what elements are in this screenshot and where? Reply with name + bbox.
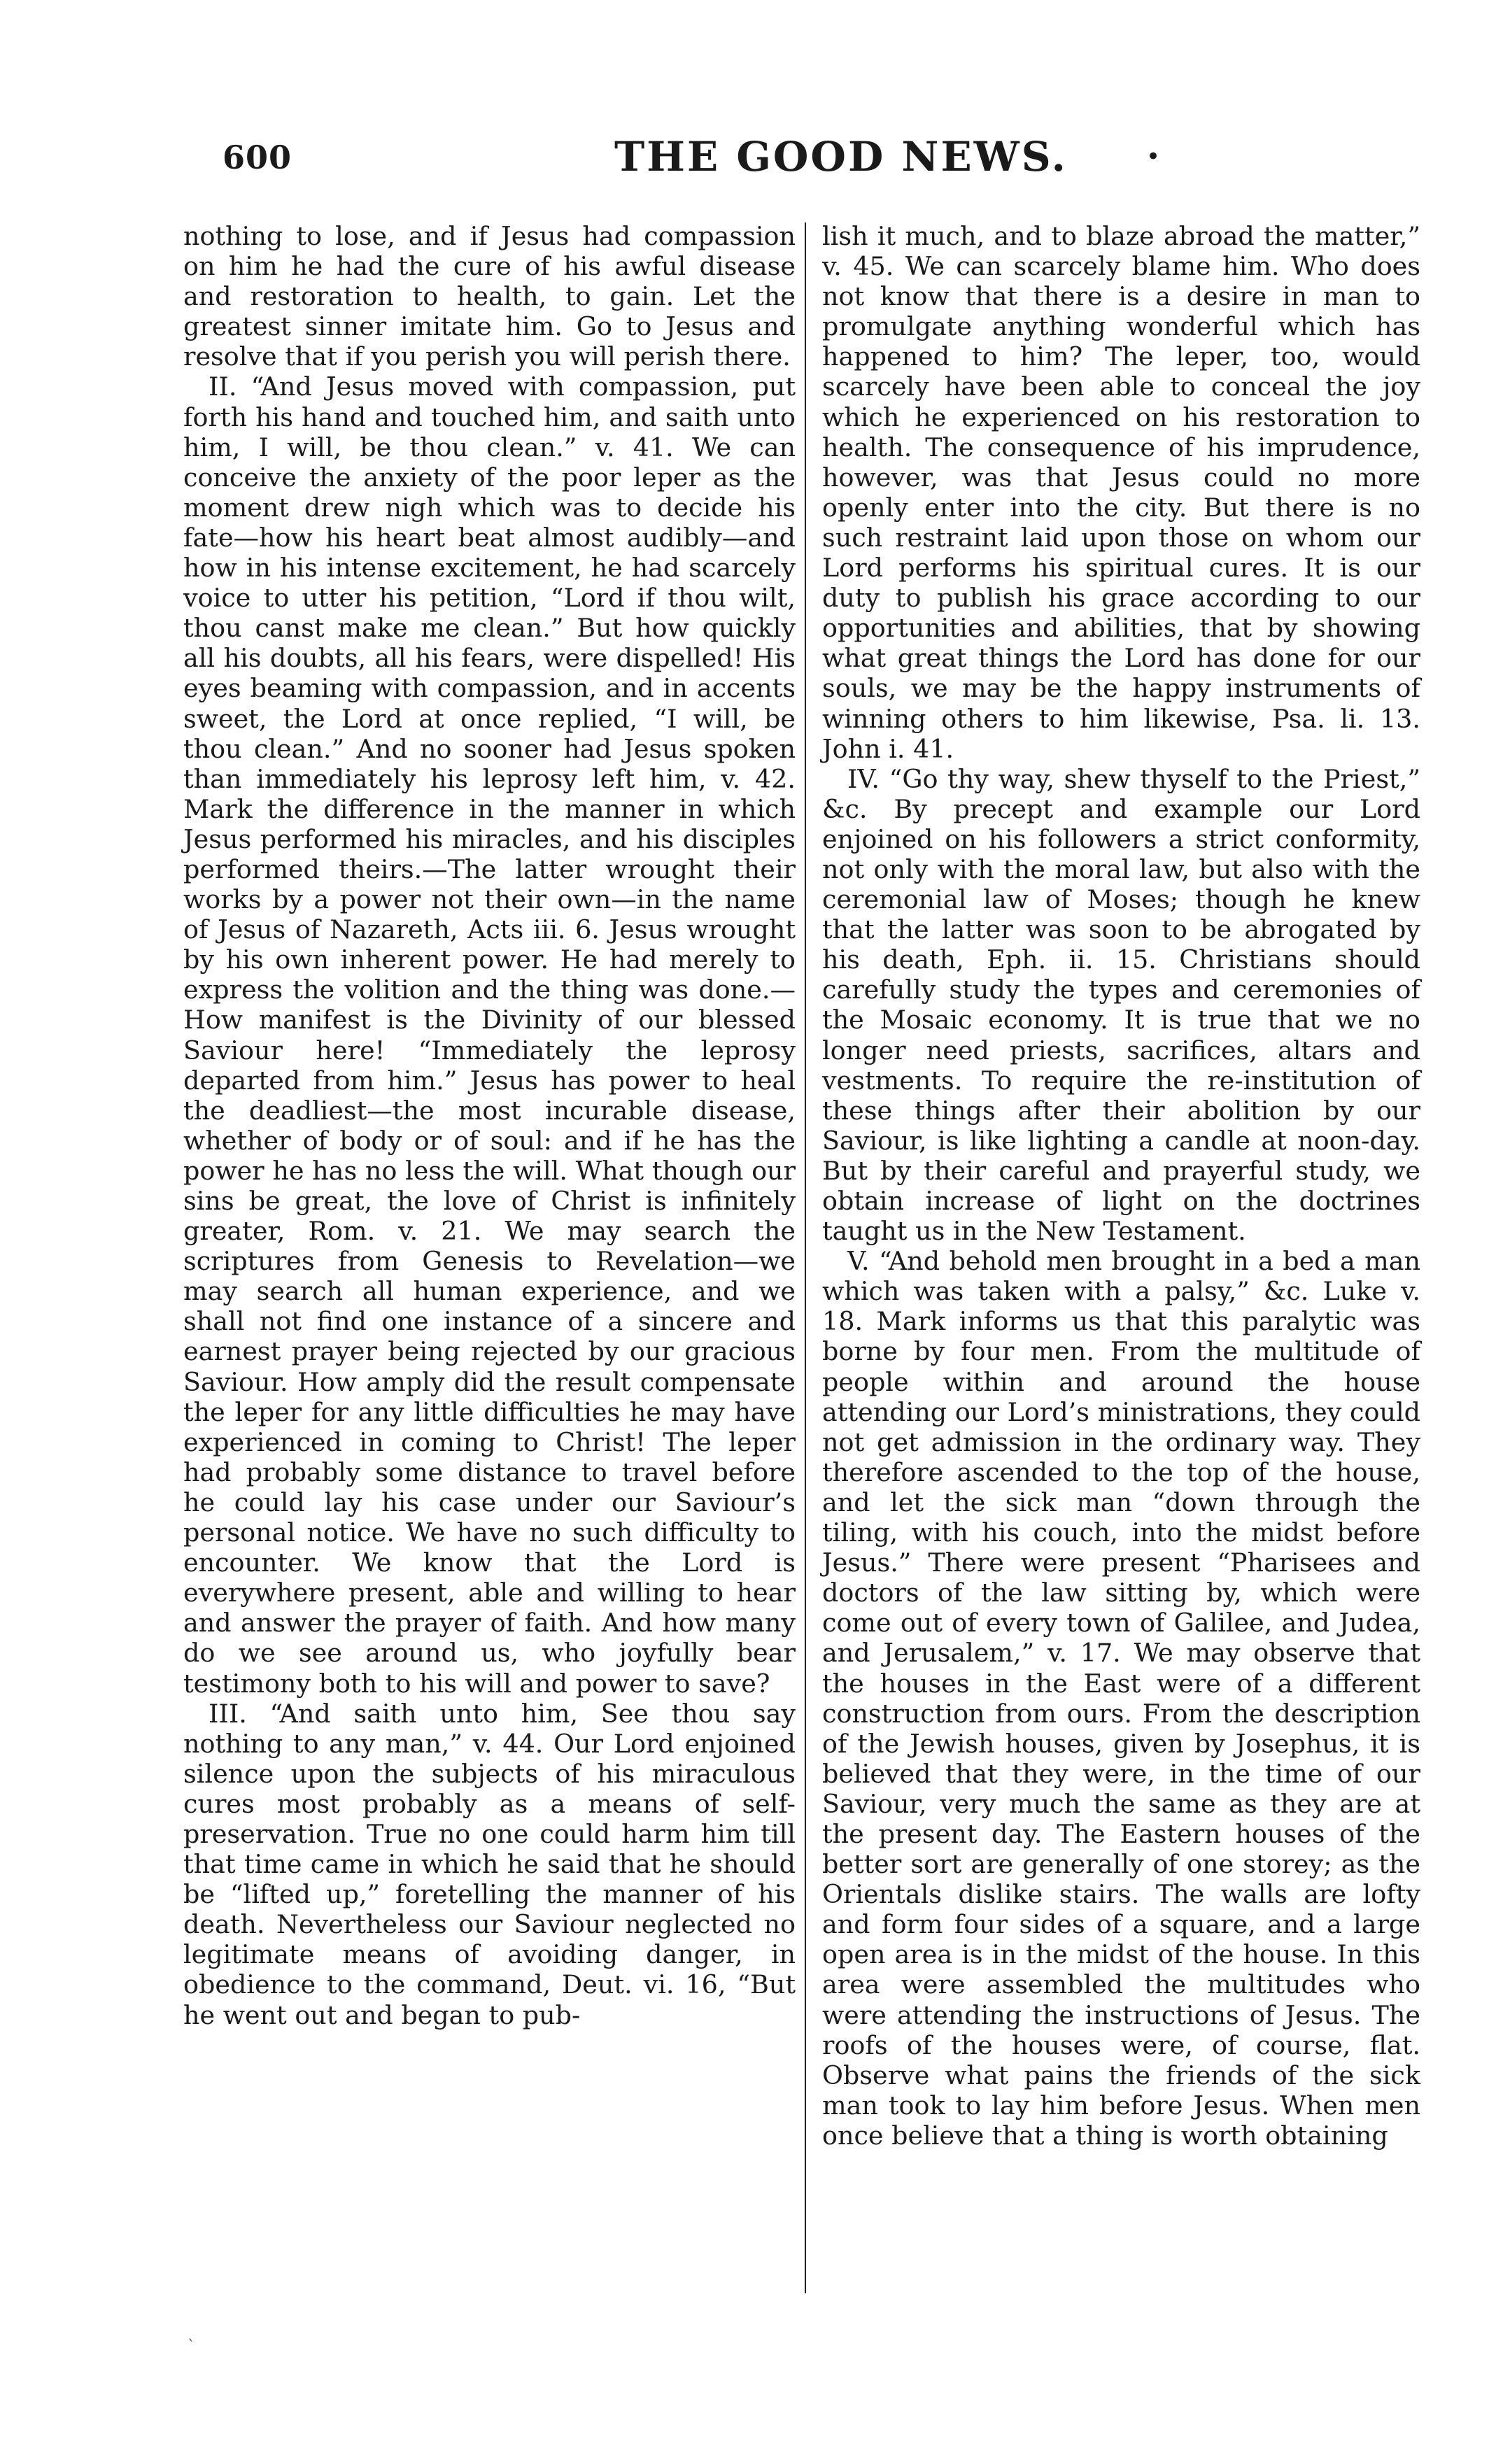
paragraph: lish it much, and to blaze abroad the matter,” v. 45. We can scarcely blame him. Who does not know that there is a desire in man to promulgate anything wonderful which has happened to him? The leper, too, would scarcely have been able to conceal the joy which he experienced on his restoration to health. The consequence of his imprudence, however, was that Jesus could no more openly enter into the city. But there is no such restraint laid upon those on whom our Lord performs his spiritual cures. It is our duty to publish his grace according to our opportunities and abilities, that by showing what great things the Lord has done for our souls, we may be the happy instruments of winning others to him likewise, Psa. li. 13. John i. 41. <box>822 221 1420 764</box>
paragraph: II. “And Jesus moved with compassion, put forth his hand and touched him, and saith unto him, I will, be thou clean.” v. 41. We can conceive the anxiety of the poor leper as the moment drew nigh which was to decide his fate—how his heart beat almost audibly—and how in his intense excitement, he had scarcely voice to utter his petition, “Lord if thou wilt, thou canst make me clean.” But how quickly all his doubts, all his fears, were dispelled! His eyes beaming with compassion, and in accents sweet, the Lord at once replied, “I will, be thou clean.” And no sooner had Jesus spoken than immediately his leprosy left him, v. 42. Mark the difference in the manner in which Jesus performed his miracles, and his disciples performed theirs.—The latter wrought their works by a power not their own—in the name of Jesus of Nazareth, Acts iii. 6. Jesus wrought by his own inherent power. He had merely to express the volition and the thing was done.—How manifest is the Divinity of our blessed Saviour here! “Immediately the leprosy departed from him.” Jesus has power to heal the deadliest—the most incurable disease, whether of body or of soul: and if he has the power he has no less the will. What though our sins be great, the love of Christ is infinitely greater, Rom. v. 21. We may search the scriptures from Genesis to Revelation—we may search all human experience, and we shall not find one instance of a sincere and earnest prayer being rejected by our gracious Saviour. How amply did the result compensate the leper for any little difficulties he may have experienced in coming to Christ! The leper had probably some distance to travel before he could lay his case under our Saviour’s personal notice. We have no such difficulty to encounter. We know that the Lord is everywhere present, able and willing to hear and answer the prayer of faith. And how many do we see around us, who joyfully bear testimony both to his will and power to save? <box>183 371 796 1699</box>
stray-mark: ` <box>188 2338 195 2356</box>
paragraph: nothing to lose, and if Jesus had compassion on him he had the cure of his awful disease and restoration to health, to gain. Let the greatest sinner imitate him. Go to Jesus and resolve that if you perish you will perish there. <box>183 221 796 372</box>
column-divider <box>805 222 806 2293</box>
paragraph: V. “And behold men brought in a bed a man which was taken with a palsy,” &c. Luke v. 18. Mark informs us that this paralytic was borne by four men. From the multitude of people within and around the house attending our Lord’s ministrations, they could not get admission in the ordinary way. They therefore ascended to the top of the house, and let the sick man “down through the tiling, with his couch, into the midst before Jesus.” There were present “Pharisees and doctors of the law sitting by, which were come out of every town of Galilee, and Judea, and Jerusalem,” v. 17. We may observe that the houses in the East were of a different construction from ours. From the description of the Jewish houses, given by Josephus, it is believed that they were, in the time of our Saviour, very much the same as they are at the present day. The Eastern houses of the better sort are generally of one storey; as the Orientals dislike stairs. The walls are lofty and form four sides of a square, and a large open area is in the midst of the house. In this area were assembled the multitudes who were attending the instructions of Jesus. The roofs of the houses were, of course, flat. Observe what pains the friends of the sick man took to lay him before Jesus. When men once believe that a thing is worth obtaining <box>822 1246 1420 2151</box>
page-header <box>223 133 1412 189</box>
left-column <box>183 221 796 2030</box>
right-column <box>822 221 1420 2151</box>
page-number: 600 <box>223 139 292 176</box>
paragraph: IV. “Go thy way, shew thyself to the Priest,” &c. By precept and example our Lord enjoined on his followers a strict conformity, not only with the moral law, but also with the ceremonial law of Moses; though he knew that the latter was soon to be abrogated by his death, Eph. ii. 15. Christians should carefully study the types and ceremonies of the Mosaic economy. It is true that we no longer need priests, sacrifices, altars and vestments. To require the re-institution of these things after their abolition by our Saviour, is like lighting a candle at noon-day. But by their careful and prayerful study, we obtain increase of light on the doctrines taught us in the New Testament. <box>822 763 1420 1247</box>
header-ornament: • <box>1146 143 1161 171</box>
running-title: THE GOOD NEWS. <box>614 133 1068 180</box>
paragraph: III. “And saith unto him, See thou say nothing to any man,” v. 44. Our Lord enjoined silence upon the subjects of his miraculous cures most probably as a means of self-preservation. True no one could harm him till that time came in which he said that he should be “lifted up,” foretelling the manner of his death. Nevertheless our Saviour neglected no legitimate means of avoiding danger, in obedience to the command, Deut. vi. 16, “But he went out and began to pub- <box>183 1698 796 2030</box>
